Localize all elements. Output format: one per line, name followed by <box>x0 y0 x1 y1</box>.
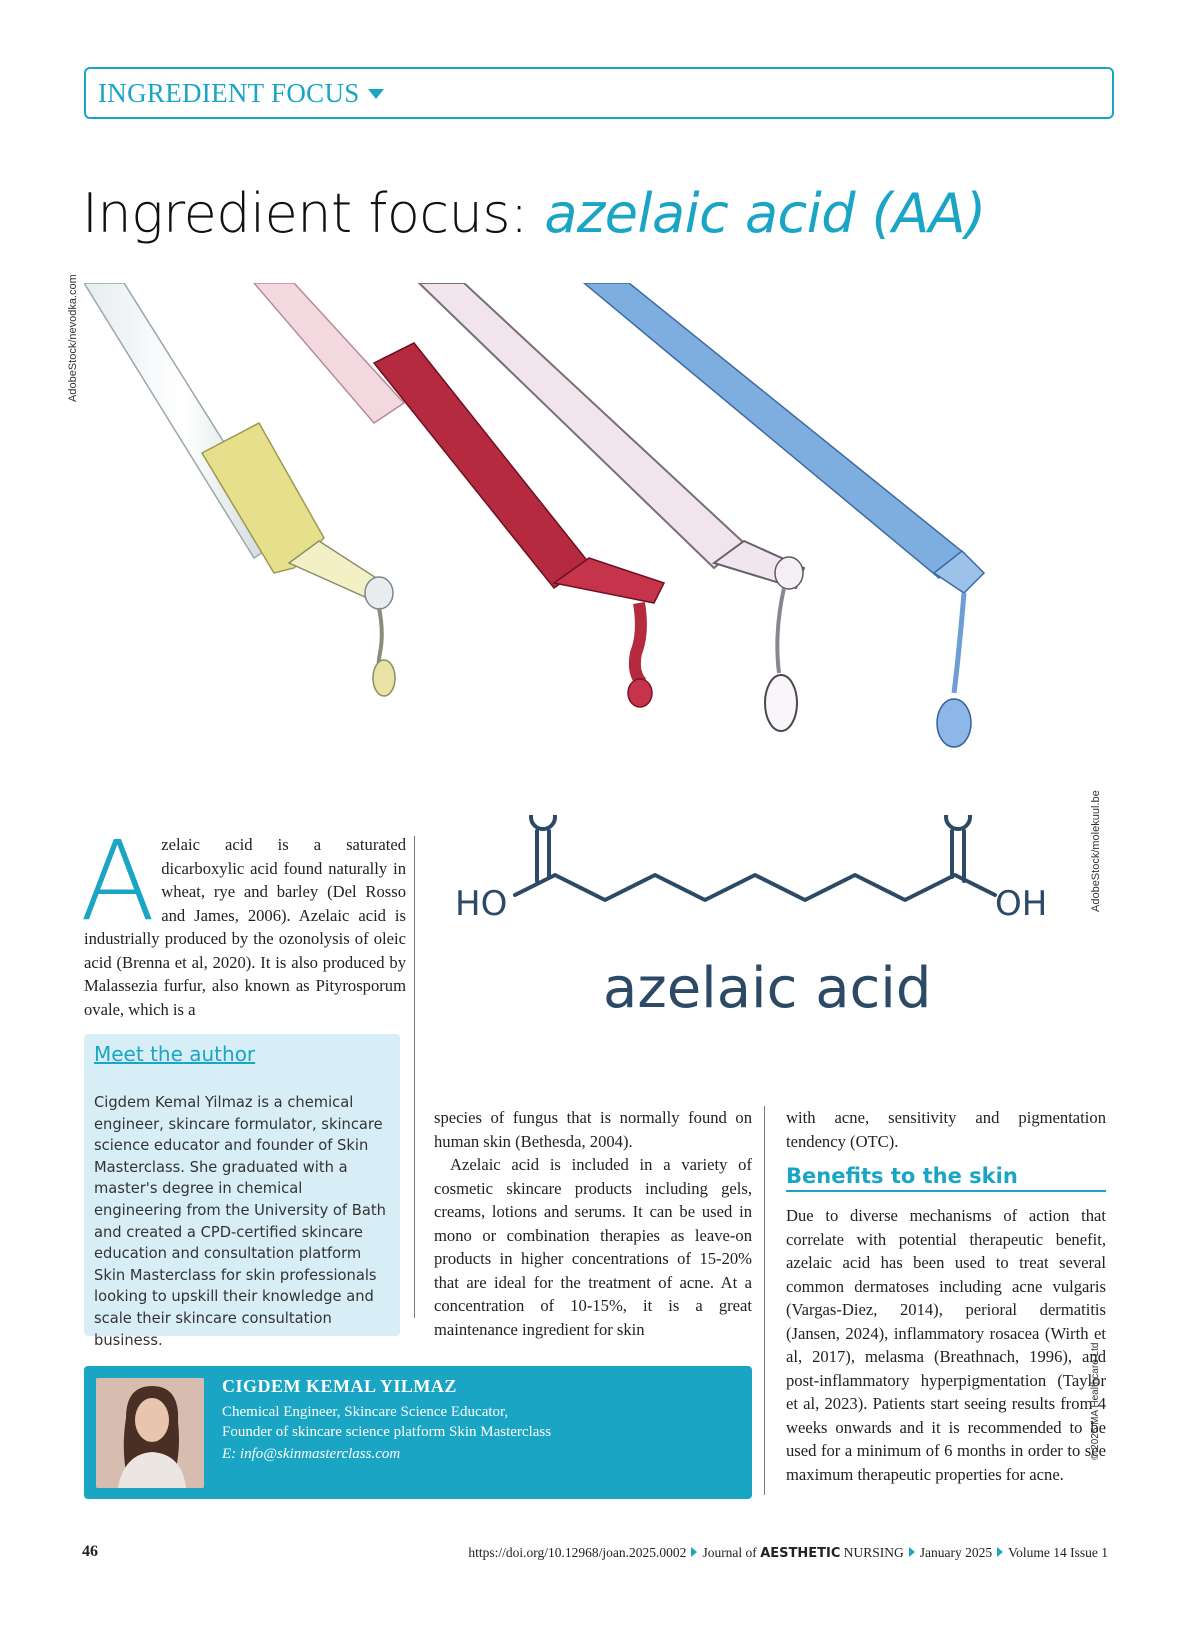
arrow-right-icon <box>909 1547 915 1557</box>
journal-suffix: NURSING <box>840 1545 904 1560</box>
meet-the-author-heading[interactable]: Meet the author <box>94 1042 256 1066</box>
author-card <box>84 1366 752 1499</box>
meet-the-author-body: Cigdem Kemal Yilmaz is a chemical engineer, skincare formulator, skincare science educator and founder of Skin Masterclass. She graduated with a master's degree in chemical engineering from the University of Bath and created a CPD-certified skincare education and consultation platform Skin Masterclass for skin professionals looking to upskill their knowledge and scale their skincare consultation business. <box>94 1094 386 1349</box>
pipette-red <box>254 283 664 707</box>
page-title <box>82 182 986 245</box>
arrow-right-icon <box>997 1547 1003 1557</box>
journal-bold: AESTHETIC <box>760 1546 841 1561</box>
benefits-heading: Benefits to the skin <box>786 1164 1106 1192</box>
paragraph: Azelaic acid is included in a variety of cosmetic skincare products including gels, creams, lotions and serums. It can be used in mono or combination therapies as leave-on products in higher concentrations of 15-20% that are ideal for the treatment of acne. At a concentration of 10-15%, it is a great maintenance ingredient for skin <box>434 1155 752 1339</box>
journal-prefix: Journal of <box>702 1545 761 1560</box>
volume-issue: Volume 14 Issue 1 <box>1008 1545 1108 1560</box>
doi-link[interactable]: https://doi.org/10.12968/joan.2025.0002 <box>468 1545 687 1560</box>
author-name: CIGDEM KEMAL YILMAZ <box>222 1376 457 1396</box>
footer <box>468 1545 1108 1561</box>
caret-down-icon <box>368 89 384 99</box>
paragraph: species of fungus that is normally found on human skin (Bethesda, 2004). <box>434 1108 752 1151</box>
copyright-credit: © 2025 MA Healthcare Ltd <box>1090 1342 1101 1460</box>
intro-paragraph <box>80 817 406 1021</box>
author-email[interactable]: E: info@skinmasterclass.com <box>222 1446 401 1462</box>
body-column-middle <box>434 1106 752 1341</box>
body-column-right <box>786 1106 1106 1153</box>
author-role: Founder of skincare science platform Skin Masterclass <box>222 1424 552 1440</box>
section-label: INGREDIENT FOCUS <box>98 78 384 109</box>
hero-credit: AdobeStock/nevodka.com <box>67 274 79 402</box>
pipette-clear <box>419 283 804 731</box>
issue-date: January 2025 <box>919 1545 993 1560</box>
ho-label: HO <box>455 884 508 924</box>
title-prefix: Ingredient focus: <box>82 182 545 245</box>
hero-image-pipettes <box>84 283 1084 783</box>
azelaic-acid-structure <box>455 815 1095 1075</box>
column-divider-left <box>414 836 415 1318</box>
arrow-right-icon <box>691 1547 697 1557</box>
column-divider-right <box>764 1106 765 1495</box>
page-number: 46 <box>82 1543 98 1560</box>
drop-cap: A <box>80 817 156 945</box>
meet-the-author-box <box>84 1034 400 1349</box>
oh-label: OH <box>995 884 1048 924</box>
structure-label: azelaic acid <box>603 956 932 1021</box>
title-highlight: azelaic acid (AA) <box>544 182 986 245</box>
structure-credit: AdobeStock/molekuul.be <box>1090 790 1102 912</box>
intro-text: zelaic acid is a saturated dicarboxylic acid found naturally in wheat, rye and barley (Del Rosso and James, 2006). Azelaic acid is industrially produced by the ozonolysis of oleic acid (Brenna et al, 2020). It is also produced by Malassezia furfur, also known as Pityrosporum ovale, which is a <box>84 835 406 1019</box>
section-header <box>84 67 1114 119</box>
author-role: Chemical Engineer, Skincare Science Educator, <box>222 1404 509 1420</box>
benefits-paragraph: Due to diverse mechanisms of action that correlate with potential therapeutic benefit, azelaic acid has been used to treat several common dermatoses including acne vulgaris (Vargas-Diez, 2014), perioral dermatitis (Jansen, 2024), inflammatory rosacea (Wirth et al, 2017), melasma (Breathnach, 1996), and post-inflammatory hyperpigmentation (Taylor et al, 2023). Patients start seeing results from 4 weeks onwards and it is recommended to be used for a minimum of 6 months in order to see maximum therapeutic properties for acne. <box>786 1206 1106 1484</box>
paragraph: with acne, sensitivity and pigmentation tendency (OTC). <box>786 1108 1106 1151</box>
author-photo <box>96 1378 204 1488</box>
